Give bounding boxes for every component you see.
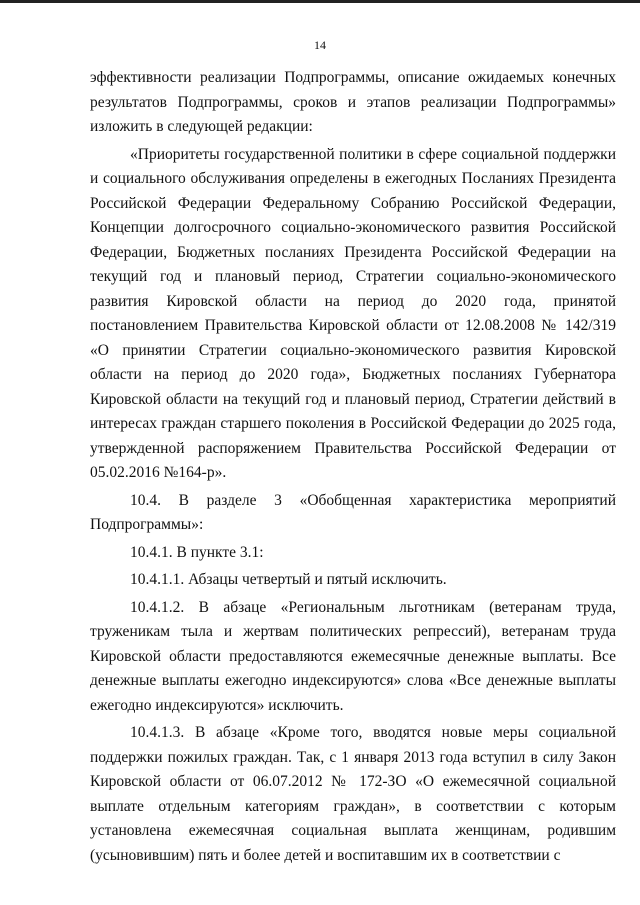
- paragraph-section-10-4: 10.4. В разделе 3 «Обобщенная характеристика мероприятий Подпрограммы»:: [90, 491, 616, 533]
- paragraph-continuation: эффективности реализации Подпрограммы, описание ожидаемых конечных результатов Подпрограммы, сроков и этапов реализации Подпрограммы» изложить в следующей редакции:: [90, 69, 616, 135]
- document-body: [90, 66, 616, 868]
- paragraph-10-4-1-1: 10.4.1.1. Абзацы четвертый и пятый исключить.: [130, 571, 447, 588]
- top-border-rule: [0, 0, 640, 3]
- paragraph-priorities: «Приоритеты государственной политики в сфере социальной поддержки и социального обслуживания определены в ежегодных Посланиях Президента Российской Федерации Федеральному Собранию Российской Федерации, Концепции долгосрочного социально-экономического развития Российской Федерации, Бюджетных посланиях Президента Российской Федерации на текущий год и плановый период, Стратегии социально-экономического развития Кировской области на период до 2020 года, принятой постановлением Правительства Кировской области от 12.08.2008 № 142/319 «О принятии Стратегии социально-экономического развития Кировской области на период до 2020 года», Бюджетных посланиях Губернатора Кировской области на текущий год и плановый период, Стратегии действий в интересах граждан старшего поколения в Российской Федерации до 2025 года, утвержденной распоряжением Правительства Российской Федерации от 05.02.2016 №164-р».: [90, 145, 616, 481]
- paragraph-10-4-1-3: 10.4.1.3. В абзаце «Кроме того, вводятся новые меры социальной поддержки пожилых граждан. Так, с 1 января 2013 года вступил в силу Закон Кировской области от 06.07.2012 № 172-ЗО «О ежемесячной социальной выплате отдельным категориям граждан», в соответствии с которым установлена ежемесячная социальная выплата женщинам, родившим (усыновившим) пять и более детей и воспитавшим их в соответствии с: [90, 724, 616, 864]
- paragraph-10-4-1-2: 10.4.1.2. В абзаце «Региональным льготникам (ветеранам труда, труженикам тыла и жертвам политических репрессий), ветеранам труда Кировской области предоставляются ежемесячные денежные выплаты. Все денежные выплаты ежегодно индексируются» слова «Все денежные выплаты ежегодно индексируются» исключить.: [90, 598, 616, 714]
- page-number: 14: [314, 38, 326, 52]
- paragraph-10-4-1: 10.4.1. В пункте 3.1:: [130, 543, 264, 561]
